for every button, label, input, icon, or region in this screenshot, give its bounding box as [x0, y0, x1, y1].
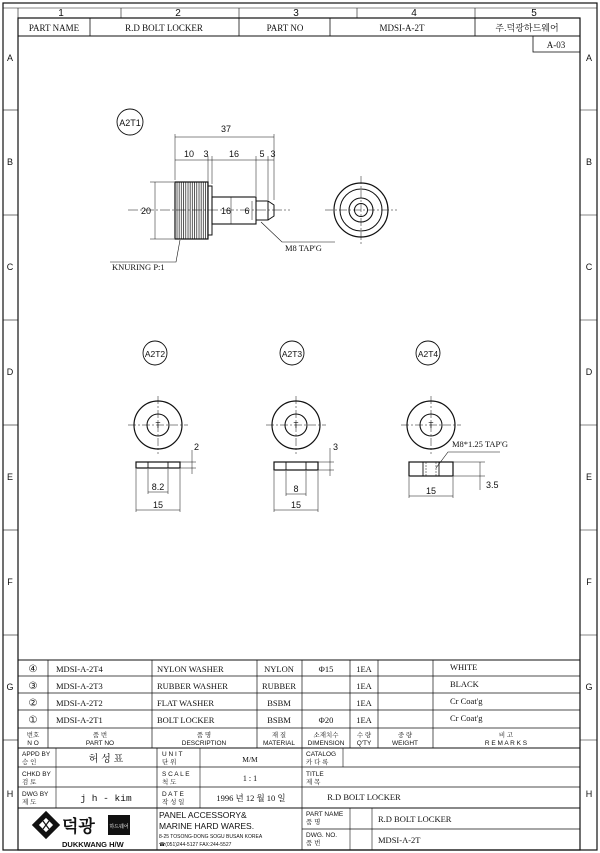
company-line1: PANEL ACCESSORY&	[159, 810, 247, 820]
row-label-d-left: D	[6, 367, 14, 377]
part-name-value: R.D BOLT LOCKER	[378, 814, 452, 824]
t-mark-a2t3: T	[293, 421, 299, 430]
company-logo	[32, 811, 130, 849]
dwg-no-label-e: DWG. NO.	[306, 832, 338, 839]
view-a2t2	[128, 341, 199, 512]
row-label-g-right: G	[585, 682, 593, 692]
header-strip	[18, 18, 580, 52]
date-label-e: D A T E	[162, 791, 184, 798]
knurled-head	[175, 182, 208, 239]
col-label-3: 3	[293, 8, 299, 19]
unit-value: M/M	[242, 755, 258, 764]
logo-badge: 하드웨어	[109, 824, 129, 830]
dim-w3-thickness: 3	[333, 442, 339, 452]
column-zones	[3, 8, 597, 19]
bom-row3-partno: MDSI-A-2T3	[56, 681, 103, 691]
title-value: R.D BOLT LOCKER	[327, 792, 401, 802]
dim-3a: 3	[203, 149, 209, 159]
dim-w3-od: 15	[290, 500, 302, 510]
scale-label-k: 척 도	[162, 779, 177, 786]
tag-a2t3: A2T3	[281, 349, 303, 359]
logo-korean: 덕광	[62, 817, 95, 836]
dim-5: 5	[259, 149, 265, 159]
t-mark-a2t4: T	[428, 421, 434, 430]
bom-row1-remarks: Cr Coat'g	[450, 713, 483, 723]
row-label-a-right: A	[585, 53, 593, 63]
inner-border	[18, 18, 580, 850]
row-label-f-left: F	[7, 577, 13, 587]
bom-row1-material: BSBM	[267, 715, 291, 725]
row-label-d-right: D	[585, 367, 593, 377]
header-part-no: MDSI-A-2T	[379, 23, 425, 33]
appd-label-k: 승 인	[22, 759, 37, 766]
row-label-e-left: E	[6, 472, 14, 482]
row-label-b-left: B	[6, 157, 14, 167]
view-a2t1	[110, 109, 397, 272]
bom-row3-remarks: BLACK	[450, 679, 479, 689]
bom-head-mat-k: 재 질	[271, 732, 287, 739]
tag-a2t1: A2T1	[119, 118, 141, 128]
bom-row4-material: NYLON	[264, 664, 294, 674]
note-m8-tap: M8 TAP'G	[285, 243, 322, 253]
dim-37: 37	[220, 124, 232, 134]
unit-label-k: 단 위	[162, 759, 177, 766]
title-label-k: 제 목	[306, 779, 321, 786]
header-company: 주.덕광하드웨어	[495, 23, 559, 33]
header-part-name-label: PART NAME	[28, 23, 80, 33]
bom-row1-qty: 1EA	[356, 715, 372, 725]
bom-row4-no: ④	[28, 664, 38, 675]
view-a2t3	[266, 341, 338, 512]
part-name-label-k: 품 명	[306, 819, 321, 826]
catalog-label-e: CATALOG	[306, 751, 337, 758]
company-phone: ☎(051)244-5127 FAX:244-5527	[159, 842, 232, 848]
unit-label-e: U N I T	[162, 751, 183, 758]
bolt-end-view	[325, 176, 397, 244]
bom-head-wt-e: WEIGHT	[392, 740, 418, 747]
dim-dia-6: 6	[244, 206, 250, 216]
appd-label-e: APPD BY	[22, 751, 51, 758]
dim-16: 16	[228, 149, 240, 159]
row-label-e-right: E	[585, 472, 593, 482]
bom-head-part-e: PART NO	[85, 740, 115, 747]
bom-row2-qty: 1EA	[356, 698, 372, 708]
tag-a2t2: A2T2	[144, 349, 166, 359]
chkd-label-e: CHKD BY	[22, 771, 51, 778]
dwg-label-e: DWG BY	[22, 791, 49, 798]
dim-3b: 3	[270, 149, 276, 159]
dim-10: 10	[183, 149, 195, 159]
bom-row1-no: ①	[28, 715, 38, 726]
bom-head-desc-e: DESCRIPTION	[181, 740, 227, 747]
dim-w4-height: 3.5	[486, 480, 499, 490]
scale-value: 1 : 1	[242, 774, 258, 783]
bom-row1-dim: Φ20	[318, 715, 334, 725]
bom-head-qty-e: Q'TY	[356, 740, 372, 747]
header-part-no-label: PART NO	[266, 23, 304, 33]
t-mark-a2t2: T	[155, 421, 161, 430]
col-label-5: 5	[531, 8, 537, 19]
part-name-label-e: PART NAME	[306, 811, 344, 818]
bom-row3-qty: 1EA	[356, 681, 372, 691]
bom-row4-remarks: WHITE	[450, 662, 478, 672]
bom-head-rem-k: 비 고	[498, 732, 514, 739]
bom-row4-partno: MDSI-A-2T4	[56, 664, 103, 674]
company-line2: MARINE HARD WARES.	[159, 821, 255, 831]
catalog-label-k: 카 다 록	[306, 759, 329, 766]
bom-head-mat-e: MATERIAL	[262, 740, 296, 747]
col-label-1: 1	[58, 8, 64, 19]
bom-head-no-k: 번호	[26, 732, 40, 739]
dim-dia-20: 20	[140, 206, 152, 216]
bom-row3-no: ③	[28, 681, 38, 692]
col-label-4: 4	[411, 8, 417, 19]
dwg-value: j h - kim	[80, 793, 132, 804]
bom-row2-partno: MDSI-A-2T2	[56, 698, 103, 708]
title-label-e: TITLE	[306, 771, 324, 778]
bom-row3-desc: RUBBER WASHER	[157, 681, 228, 691]
company-address: 8-25 TOSONG-DONG SOGU BUSAN KOREA	[159, 834, 263, 840]
dim-dia-16: 16	[220, 206, 232, 216]
dim-w4-od: 15	[425, 486, 437, 496]
tag-a2t4: A2T4	[417, 349, 439, 359]
bom-head-dim-k: 소재치수	[313, 732, 339, 739]
note-m8-125-tap: M8*1.25 TAP'G	[452, 439, 508, 449]
dim-w2-od: 15	[152, 500, 164, 510]
row-label-h-right: H	[585, 789, 593, 799]
bom-row2-no: ②	[28, 698, 38, 709]
row-label-g-left: G	[6, 682, 14, 692]
appd-value: 허 성 표	[88, 754, 124, 765]
dwg-label-k: 제 도	[22, 799, 37, 806]
bom-head-desc-k: 품 명	[196, 732, 212, 739]
bom-row4-desc: NYLON WASHER	[157, 664, 224, 674]
dim-w2-thickness: 2	[194, 442, 200, 452]
logo-english: DUKKWANG H/W	[62, 840, 124, 849]
row-label-f-right: F	[586, 577, 592, 587]
bom-row2-remarks: Cr Coat'g	[450, 696, 483, 706]
row-label-c-left: C	[6, 262, 14, 272]
bom-row4-qty: 1EA	[356, 664, 372, 674]
bom-row2-material: BSBM	[267, 698, 291, 708]
row-label-c-right: C	[585, 262, 593, 272]
dwg-no-value: MDSI-A-2T	[378, 835, 421, 845]
sheet-number: A-03	[546, 40, 566, 50]
bom-row3-material: RUBBER	[261, 681, 297, 691]
bom-table	[18, 660, 580, 748]
bom-head-qty-k: 수 량	[356, 732, 372, 739]
dwg-no-label-k: 품 번	[306, 840, 321, 847]
row-label-a-left: A	[6, 53, 14, 63]
header-part-name: R.D BOLT LOCKER	[125, 23, 203, 33]
view-a2t4	[401, 341, 508, 498]
bom-row2-desc: FLAT WASHER	[157, 698, 215, 708]
bom-head-no-e: N O	[27, 740, 39, 747]
bom-head-dim-e: DIMENSION	[307, 740, 345, 747]
bom-head-wt-k: 중 량	[397, 732, 413, 739]
chkd-label-k: 검 토	[22, 779, 37, 786]
date-label-k: 작 성 일	[162, 799, 185, 806]
row-label-b-right: B	[585, 157, 593, 167]
bom-head-rem-e: R E M A R K S	[484, 740, 528, 747]
date-value: 1996 년 12 월 10 일	[216, 793, 286, 803]
bom-row1-partno: MDSI-A-2T1	[56, 715, 103, 725]
row-label-h-left: H	[6, 789, 14, 799]
bom-head-part-k: 품 번	[92, 732, 108, 739]
bom-row4-dim: Φ15	[318, 664, 334, 674]
col-label-2: 2	[175, 8, 181, 19]
dim-w3-id: 8	[293, 484, 299, 494]
scale-label-e: S C A L E	[162, 771, 190, 778]
note-knurling: KNURING P:1	[112, 262, 165, 272]
title-block	[18, 748, 580, 850]
dim-w2-id: 8.2	[151, 482, 165, 492]
bom-row1-desc: BOLT LOCKER	[157, 715, 215, 725]
